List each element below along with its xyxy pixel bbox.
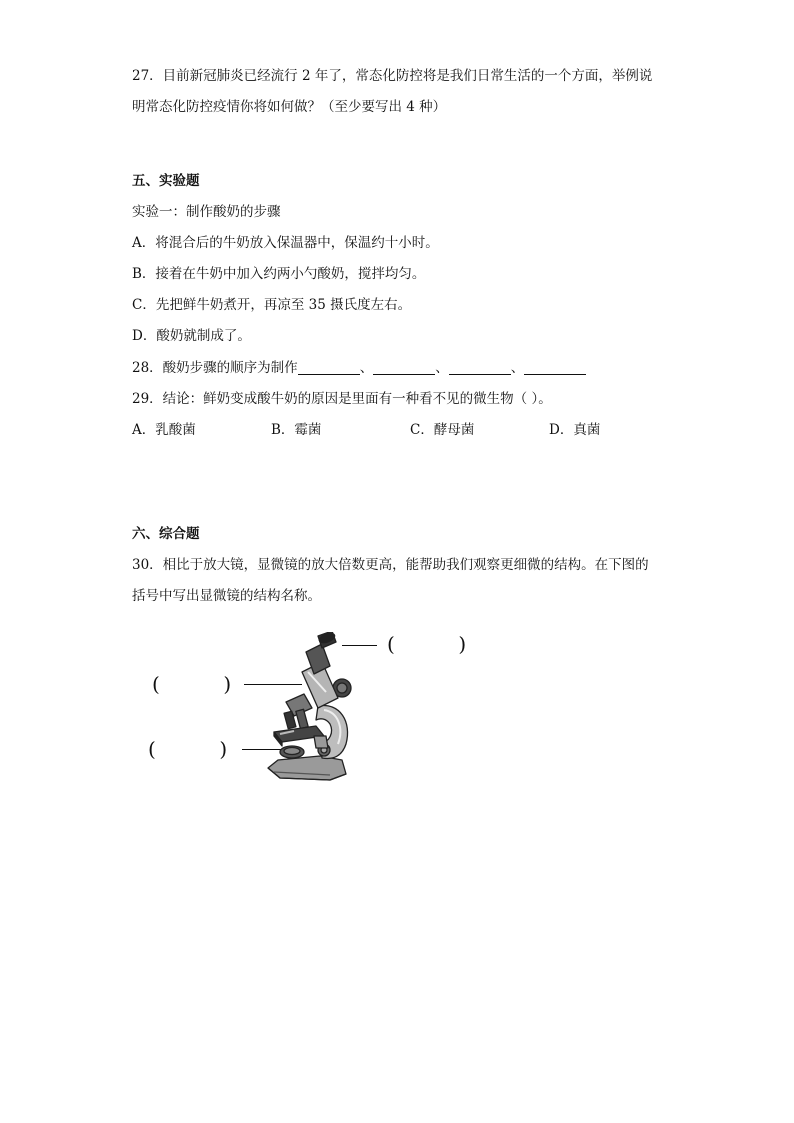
answer-blank-1[interactable] — [298, 360, 360, 375]
section6-title: 六、综合题 — [132, 526, 200, 542]
option-a[interactable]: A．乳酸菌 — [132, 422, 196, 438]
step-d: D．酸奶就制成了。 — [132, 328, 251, 344]
label-bracket-objective[interactable]: ( ) — [152, 672, 232, 696]
experiment-title: 实验一：制作酸奶的步骤 — [132, 204, 281, 220]
answer-blank-3[interactable] — [449, 360, 511, 375]
step-c: C．先把鲜牛奶煮开，再凉至 35 摄氏度左右。 — [132, 297, 412, 313]
q27-line1: 27．目前新冠肺炎已经流行 2 年了，常态化防控将是我们日常生活的一个方面，举例说 — [132, 68, 653, 84]
option-c[interactable]: C．酵母菌 — [410, 422, 475, 438]
q29-options — [132, 420, 612, 440]
microscope-icon — [268, 632, 351, 780]
step-b: B．接着在牛奶中加入约两小勺酸奶，搅拌均匀。 — [132, 266, 426, 282]
q30-line1: 30．相比于放大镜，显微镜的放大倍数更高，能帮助我们观察更细微的结构。在下图的 — [132, 557, 649, 573]
section5-title: 五、实验题 — [132, 173, 200, 189]
answer-blank-4[interactable] — [524, 360, 586, 375]
separator: 、 — [510, 360, 525, 376]
q28-prefix: 28．酸奶步骤的顺序为制作 — [132, 360, 298, 376]
option-b[interactable]: B．霉菌 — [271, 422, 322, 438]
option-d[interactable]: D．真菌 — [549, 422, 601, 438]
q28 — [132, 358, 586, 378]
answer-blank-2[interactable] — [373, 360, 435, 375]
q30-line2: 括号中写出显微镜的结构名称。 — [132, 588, 321, 604]
microscope-illustration — [260, 632, 370, 788]
q27-line2: 明常态化防控疫情你将如何做？（至少要写出 4 种） — [132, 99, 447, 115]
step-a: A．将混合后的牛奶放入保温器中，保温约十小时。 — [132, 235, 439, 251]
separator: 、 — [359, 360, 374, 376]
q29: 29．结论：鲜奶变成酸牛奶的原因是里面有一种看不见的微生物（ ）。 — [132, 391, 552, 407]
label-bracket-reflector[interactable]: ( ) — [148, 737, 228, 761]
label-bracket-eyepiece[interactable]: ( ) — [387, 632, 467, 656]
separator: 、 — [435, 360, 449, 376]
